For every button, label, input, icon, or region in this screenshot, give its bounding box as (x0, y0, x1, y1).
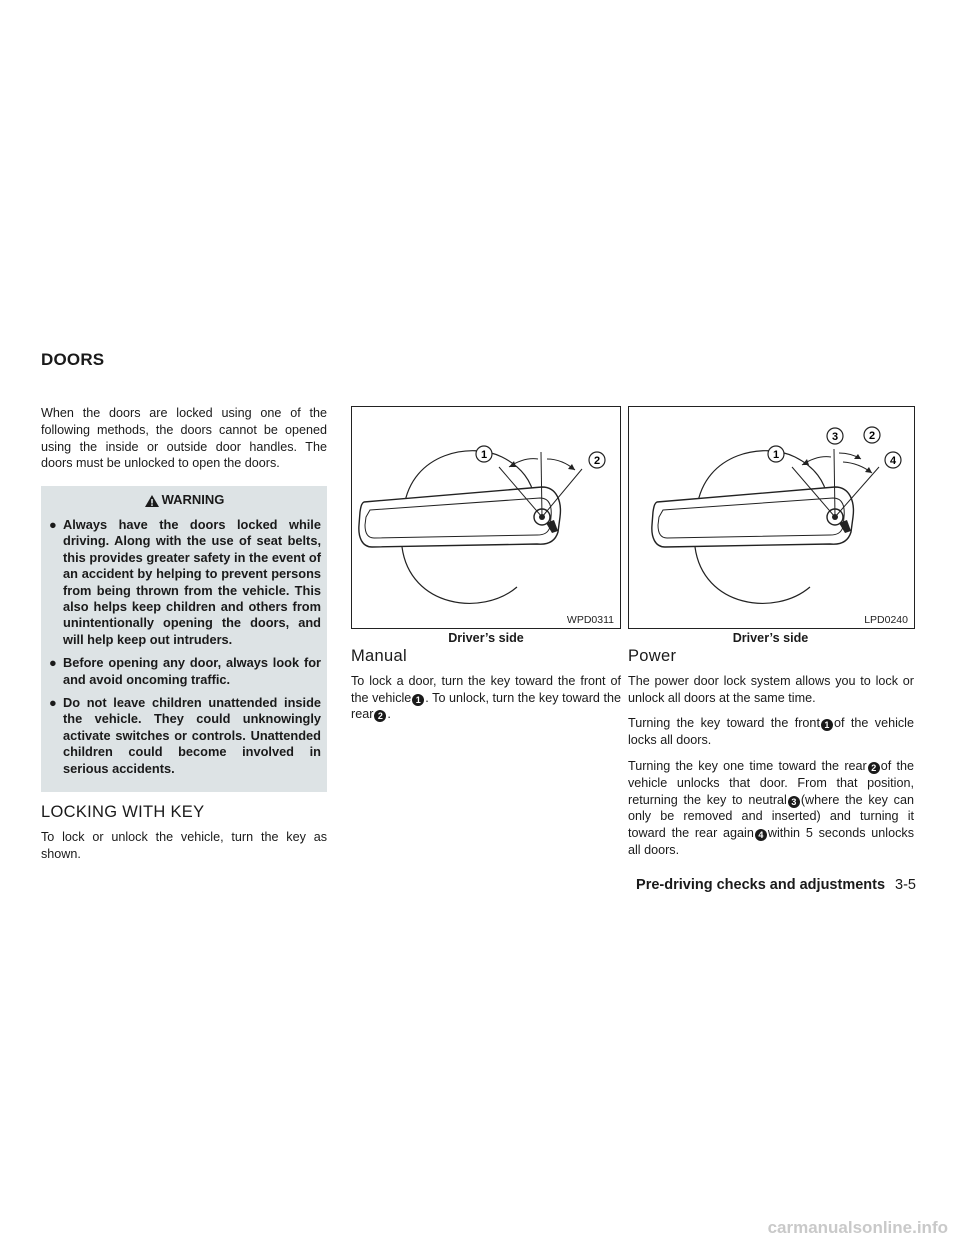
manual-text-c: . (387, 707, 391, 722)
power-p3-c: (where the key can only be removed and inserted) and turning it toward the rear again (628, 792, 914, 841)
callout-4-icon: 4 (755, 829, 767, 841)
page-number: 3-5 (895, 877, 916, 893)
door-handle-illustration (352, 407, 620, 628)
figure-code: LPD0240 (864, 614, 908, 626)
page-footer (580, 877, 916, 893)
warning-title: WARNING (161, 492, 225, 508)
locking-with-key-heading: LOCKING WITH KEY (41, 803, 205, 822)
power-p2-b: of the vehicle locks all doors. (628, 716, 914, 748)
manual-section (351, 648, 621, 732)
power-p3-a: Turning the key one time toward the rear (628, 758, 867, 773)
manual-heading: Manual (351, 647, 407, 665)
locking-with-key-text: To lock or unlock the vehicle, turn the key as shown. (41, 829, 327, 861)
callout-3-icon: 3 (788, 796, 800, 808)
power-paragraph-2 (628, 715, 914, 749)
door-handle-illustration (629, 407, 914, 628)
figure-label-1: 1 (772, 449, 780, 461)
figure-code: WPD0311 (566, 614, 614, 626)
figure-manual (351, 406, 621, 629)
watermark: carmanualsonline.info (767, 1218, 948, 1237)
power-p3-d: within 5 seconds unlocks all doors. (628, 826, 915, 857)
callout-2-icon: 2 (868, 762, 880, 774)
power-p2-a: Turning the key toward the front (628, 716, 820, 731)
bullet-icon: ● (49, 655, 57, 671)
callout-1-icon: 1 (412, 694, 424, 706)
bullet-icon: ● (49, 695, 57, 711)
warning-box (41, 486, 327, 792)
manual-text-b: . To unlock, turn the key toward the rear (351, 690, 621, 722)
warning-item (47, 655, 321, 688)
warning-list (47, 517, 321, 777)
power-p3-b: of the vehicle unlocks that door. From that position, returning the key to neutral (628, 758, 914, 807)
warning-header (47, 492, 321, 509)
manual-text-a: To lock a door, turn the key toward the front of the vehicle (351, 673, 621, 705)
warning-item (47, 517, 321, 648)
figure-label-2: 2 (593, 455, 601, 467)
intro-paragraph: When the doors are locked using one of the following methods, the doors cannot be opened using the inside or outside door handles. The doors must be unlocked to open the doors. (41, 406, 327, 471)
figure-label-3: 3 (831, 431, 839, 443)
figure-caption: Driver’s side (448, 631, 524, 645)
manual-text (351, 673, 621, 723)
figure-label-2: 2 (868, 430, 876, 442)
power-paragraph-3 (628, 758, 914, 859)
callout-1-icon: 1 (821, 719, 833, 731)
warning-item-text: Before opening any door, always look for and avoid oncoming traffic. (63, 655, 321, 687)
power-section (628, 648, 914, 868)
chapter-title: Pre-driving checks and adjustments (636, 877, 886, 893)
warning-item-text: Always have the doors locked while driving. Along with the use of seat belts, this provides greater safety in the event of an accident by helping to prevent persons from being thrown from the vehicle. This also helps keep children and others from unintentionally opening the doors, and will help keep out intruders. (63, 516, 321, 647)
warning-item (47, 695, 321, 777)
left-column (41, 405, 327, 871)
figure-label-4: 4 (889, 455, 897, 467)
power-paragraph-1: The power door lock system allows you to lock or unlock all doors at the same time. (628, 673, 914, 705)
bullet-icon: ● (49, 516, 57, 532)
section-title: DOORS (41, 350, 105, 369)
warning-item-text: Do not leave children unattended inside the vehicle. They could unknowingly activate switches or controls. Unattended children could become involved in serious accidents. (63, 695, 321, 776)
figure-label-1: 1 (480, 449, 488, 461)
warning-triangle-icon (144, 494, 160, 508)
callout-2-icon: 2 (374, 710, 386, 722)
figure-power (628, 406, 915, 629)
figure-caption: Driver’s side (732, 631, 809, 645)
power-heading: Power (628, 647, 677, 665)
